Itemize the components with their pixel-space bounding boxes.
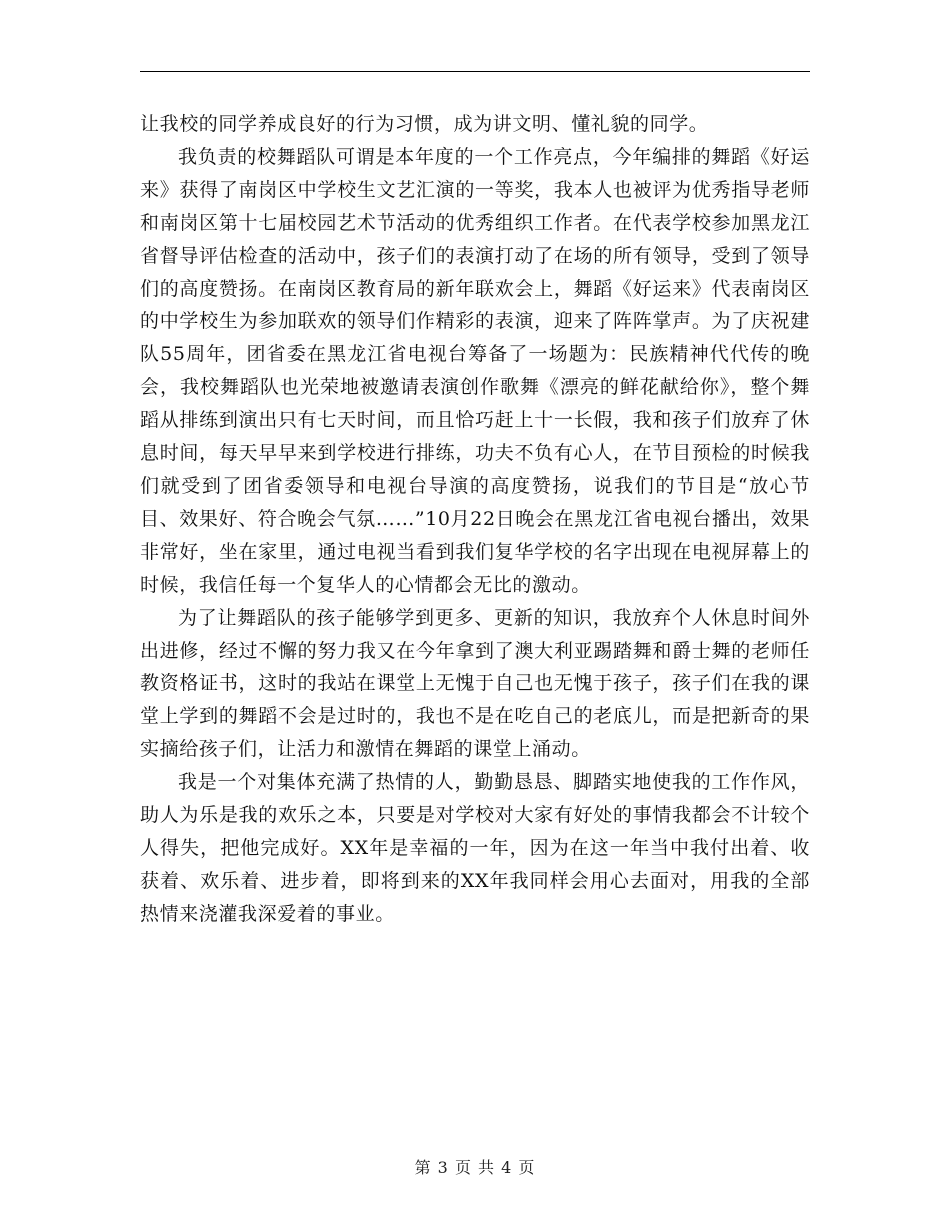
document-body — [140, 108, 810, 931]
paragraph-dance-team: 我负责的校舞蹈队可谓是本年度的一个工作亮点，今年编排的舞蹈《好运来》获得了南岗区中学校生文艺汇演的一等奖，我本人也被评为优秀指导老师和南岗区第十七届校园艺术节活动的优秀组织工作者。在代表学校参加黑龙江省督导评估检查的活动中，孩子们的表演打动了在场的所有领导，受到了领导们的高度赞扬。在南岗区教育局的新年联欢会上，舞蹈《好运来》代表南岗区的中学校生为参加联欢的领导们作精彩的表演，迎来了阵阵掌声。为了庆祝建队55周年，团省委在黑龙江省电视台筹备了一场题为：民族精神代代传的晚会，我校舞蹈队也光荣地被邀请表演创作歌舞《漂亮的鲜花献给你》，整个舞蹈从排练到演出只有七天时间，而且恰巧赶上十一长假，我和孩子们放弃了休息时间，每天早早来到学校进行排练，功夫不负有心人，在节目预检的时候我们就受到了团省委领导和电视台导演的高度赞扬，说我们的节目是“放心节目、效果好、符合晚会气氛……”10月22日晚会在黑龙江省电视台播出，效果非常好，坐在家里，通过电视当看到我们复华学校的名字出现在电视屏幕上的时候，我信任每一个复华人的心情都会无比的激动。 — [140, 145, 810, 596]
paragraph-work-attitude: 我是一个对集体充满了热情的人，勤勤恳恳、脚踏实地使我的工作作风，助人为乐是我的欢乐之本，只要是对学校对大家有好处的事情我都会不计较个人得失，把他完成好。XX年是幸福的一年，因为在这一年当中我付出着、收获着、欢乐着、进步着，即将到来的XX年我同样会用心去面对，用我的全部热情来浇灌我深爱着的事业。 — [140, 771, 810, 925]
paragraph-continuation: 让我校的同学养成良好的行为习惯，成为讲文明、懂礼貌的同学。 — [140, 113, 709, 135]
header-rule — [140, 71, 810, 72]
paragraph-training: 为了让舞蹈队的孩子能够学到更多、更新的知识，我放弃个人休息时间外出进修，经过不懈的努力我又在今年拿到了澳大利亚踢踏舞和爵士舞的老师任教资格证书，这时的我站在课堂上无愧于自己也无愧于孩子，孩子们在我的课堂上学到的舞蹈不会是过时的，我也不是在吃自己的老底儿，而是把新奇的果实摘给孩子们，让活力和激情在舞蹈的课堂上涌动。 — [140, 606, 810, 761]
page-number: 第 3 页 共 4 页 — [414, 1158, 536, 1177]
